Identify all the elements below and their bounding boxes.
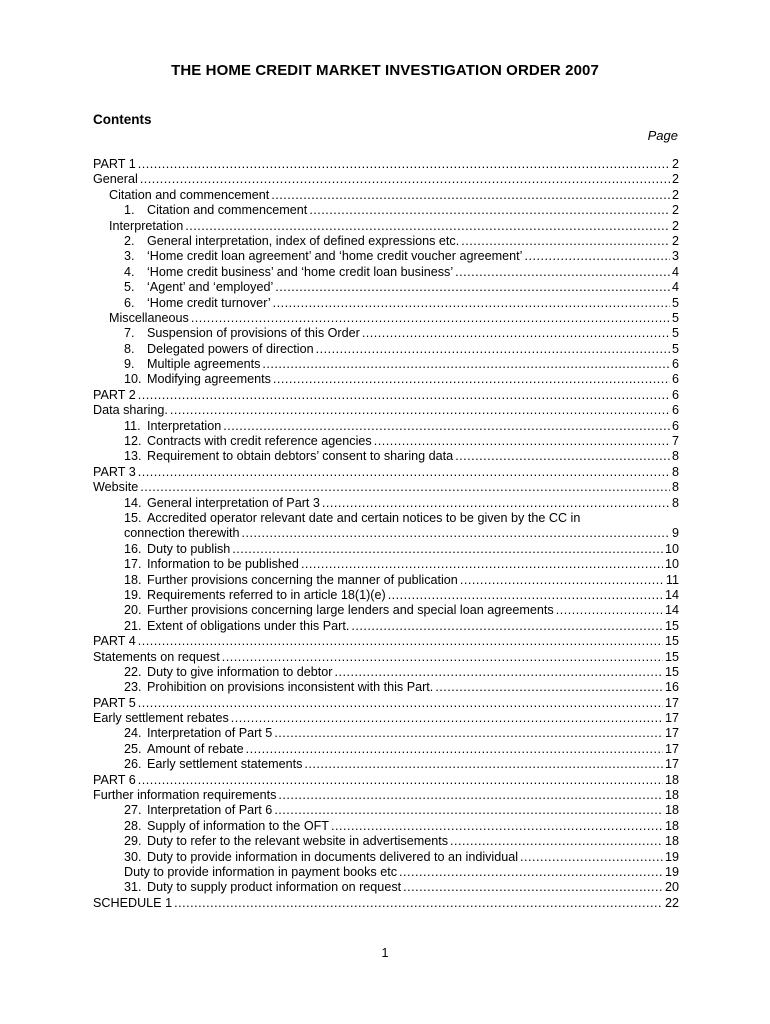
toc-entry[interactable] [93,296,679,311]
toc-entry-page: 7 [671,434,679,449]
toc-entry-page: 22 [664,895,679,910]
toc-entry-text [124,434,372,449]
toc-leader-dots [322,496,670,511]
toc-leader-dots [242,526,670,541]
contents-heading: Contents [93,112,152,127]
toc-entry-number: 24. [124,726,142,741]
toc-entry-label: PART 6 [93,772,136,787]
toc-entry[interactable] [93,465,679,480]
toc-entry-text [124,234,459,249]
toc-entry[interactable] [93,434,679,449]
toc-entry-number: 9. [124,357,135,372]
toc-leader-dots [309,203,670,218]
toc-entry-number: 23. [124,680,142,695]
toc-entry-page: 5 [671,326,679,341]
toc-entry-page: 18 [664,818,679,833]
toc-entry[interactable] [93,896,679,911]
toc-entry[interactable] [93,419,679,434]
toc-entry-label: Interpretation of Part 5 [147,726,273,741]
toc-entry-page: 18 [664,788,679,803]
toc-entry-label: Further provisions concerning large lenders and special loan agreements [147,603,554,618]
toc-entry[interactable] [93,680,679,695]
toc-entry[interactable] [93,249,679,264]
toc-leader-dots [232,542,663,557]
toc-entry-page: 16 [664,680,679,695]
toc-entry[interactable] [93,819,679,834]
toc-entry-text [124,419,221,434]
toc-entry-page: 17 [664,741,679,756]
toc-entry-page: 6 [671,387,679,402]
toc-entry-text [124,726,272,741]
toc-leader-dots [273,296,670,311]
toc-entry[interactable] [93,157,679,172]
toc-entry-label: Citation and commencement [109,187,270,202]
toc-entry[interactable] [93,357,679,372]
toc-entry-label: Duty to refer to the relevant website in advertisements [147,834,448,849]
toc-entry-number: 31. [124,880,142,895]
toc-entry-number: 3. [124,249,135,264]
toc-leader-dots [138,773,663,788]
toc-entry[interactable] [93,480,679,495]
toc-entry-page: 14 [664,587,679,602]
toc-entry-text [124,880,401,895]
toc-leader-dots [403,880,663,895]
toc-entry-text [124,357,260,372]
toc-entry-page: 19 [664,864,679,879]
toc-entry-label: Supply of information to the OFT [147,818,329,833]
toc-entry-label: PART 3 [93,464,136,479]
toc-entry-number: 27. [124,803,142,818]
toc-entry-text [124,280,273,295]
toc-entry-number: 18. [124,572,142,587]
toc-entry-label: PART 4 [93,634,136,649]
toc-entry-text [124,342,314,357]
toc-entry[interactable] [93,496,679,511]
toc-entry-label: General interpretation, index of defined expressions etc. [147,233,460,248]
toc-entry-number: 29. [124,834,142,849]
toc-entry[interactable] [93,219,679,234]
toc-entry[interactable] [93,588,679,603]
toc-entry-label: PART 2 [93,387,136,402]
toc-leader-dots [275,280,670,295]
toc-entry-label: Website [93,480,139,495]
toc-entry-page: 2 [671,187,679,202]
toc-entry-label: Duty to supply product information on request [147,880,402,895]
toc-leader-dots [185,219,670,234]
toc-entry[interactable] [93,742,679,757]
toc-leader-dots [223,419,670,434]
toc-entry-page: 11 [665,572,679,587]
toc-entry-text [124,757,302,772]
page-number: 1 [381,946,389,960]
toc-leader-dots [140,172,670,187]
toc-entry-page: 20 [664,880,679,895]
toc-entry-page: 9 [671,526,679,541]
toc-entry-number: 15. [124,510,142,525]
toc-entry-page: 4 [671,280,679,295]
toc-entry-page: 5 [671,341,679,356]
toc-entry-label: Prohibition on provisions inconsistent with this Part. [147,680,434,695]
toc-leader-dots [138,157,670,172]
toc-entry-label: PART 1 [93,157,136,171]
toc-entry-text [124,557,299,572]
toc-leader-dots [174,896,663,911]
toc-entry-number: 8. [124,341,135,356]
toc-entry[interactable] [93,372,679,387]
toc-entry-text [124,680,433,695]
toc-entry-page: 15 [664,649,679,664]
toc-entry-page: 6 [671,418,679,433]
toc-entry-number: 13. [124,449,142,464]
toc-entry-label: General interpretation of Part 3 [147,495,320,510]
toc-entry-page: 6 [671,372,679,387]
toc-leader-dots [246,742,663,757]
toc-entry-page: 3 [671,249,679,264]
toc-entry-page: 18 [664,803,679,818]
toc-entry[interactable] [93,650,679,665]
toc-leader-dots [461,234,670,249]
toc-entry-number: 1. [124,203,135,218]
toc-entry[interactable] [93,865,679,880]
toc-leader-dots [450,834,663,849]
toc-entry-label: Early settlement statements [147,757,303,772]
toc-entry-text [124,573,458,588]
toc-leader-dots [273,372,670,387]
toc-entry[interactable] [93,449,679,464]
toc-entry[interactable] [93,311,679,326]
toc-leader-dots [388,588,663,603]
toc-leader-dots [140,480,670,495]
toc-entry-label: Requirement to obtain debtors’ consent to sharing data [147,449,454,464]
toc-entry[interactable] [93,342,679,357]
toc-leader-dots [351,619,663,634]
toc-entry-number: 12. [124,434,142,449]
toc-leader-dots [435,680,663,695]
toc-entry-label: Duty to provide information in documents delivered to an individual [147,849,519,864]
toc-entry-text [124,819,329,834]
toc-entry-label: Suspension of provisions of this Order [147,326,360,341]
toc-entry[interactable] [93,557,679,572]
toc-entry-page: 14 [664,603,679,618]
toc-entry-text [124,496,320,511]
toc-entry[interactable] [93,234,679,249]
toc-entry-page: 15 [664,634,679,649]
toc-entry-text [124,203,307,218]
toc-entry-text [124,449,453,464]
toc-entry-label: connection therewith [124,526,240,541]
toc-leader-dots [274,726,663,741]
toc-leader-dots [138,388,670,403]
toc-entry[interactable] [93,711,679,726]
table-of-contents [93,157,679,911]
toc-entry-label: SCHEDULE 1 [93,895,173,910]
toc-entry-text [124,296,271,311]
toc-entry-label: ‘Agent’ and ‘employed’ [147,280,274,295]
toc-entry-text [124,588,386,603]
toc-entry-page: 6 [671,357,679,372]
toc-leader-dots [455,449,670,464]
toc-entry-number: 7. [124,326,135,341]
toc-entry-number: 4. [124,264,135,279]
toc-entry-text [124,619,349,634]
toc-entry[interactable] [93,511,679,526]
toc-entry-page: 8 [671,464,679,479]
toc-entry-label: PART 5 [93,695,136,710]
toc-entry-label: Duty to provide information in payment books etc [124,864,398,879]
toc-leader-dots [278,788,663,803]
toc-entry[interactable] [93,203,679,218]
toc-leader-dots [274,803,663,818]
toc-entry-page: 8 [671,495,679,510]
toc-entry-label: Contracts with credit reference agencies [147,434,372,449]
toc-leader-dots [556,603,663,618]
toc-entry[interactable] [93,850,679,865]
toc-leader-dots [399,865,663,880]
toc-entry-number: 5. [124,280,135,295]
toc-entry-number: 2. [124,233,135,248]
toc-leader-dots [331,819,663,834]
toc-entry-label: Duty to publish [147,541,231,556]
toc-entry-label: Information to be published [147,557,299,572]
toc-entry-page: 2 [671,172,679,187]
toc-entry-number: 26. [124,757,142,772]
toc-entry-number: 20. [124,603,142,618]
toc-leader-dots [191,311,670,326]
page-column-label: Page [647,128,678,143]
toc-entry-number: 10. [124,372,142,387]
toc-leader-dots [524,249,670,264]
toc-entry[interactable] [93,788,679,803]
toc-entry[interactable] [93,388,679,403]
toc-entry-label: Extent of obligations under this Part. [147,618,350,633]
toc-entry-text [124,265,453,280]
toc-entry-label: ‘Home credit loan agreement’ and ‘home credit voucher agreement’ [147,249,523,264]
toc-leader-dots [170,403,670,418]
toc-entry-page: 17 [664,695,679,710]
toc-entry-page: 15 [664,618,679,633]
toc-leader-dots [222,650,663,665]
toc-leader-dots [138,465,670,480]
toc-leader-dots [138,696,663,711]
toc-entry[interactable] [93,803,679,818]
toc-entry-page: 15 [664,664,679,679]
toc-leader-dots [362,326,670,341]
toc-entry-label: Further provisions concerning the manner of publication [147,572,458,587]
toc-entry-text [124,834,448,849]
document-title: THE HOME CREDIT MARKET INVESTIGATION ORDER 2007 [171,62,599,79]
toc-entry[interactable] [93,773,679,788]
toc-entry-page: 5 [671,310,679,325]
toc-entry-label: ‘Home credit business’ and ‘home credit loan business’ [147,264,454,279]
toc-entry[interactable] [93,880,679,895]
toc-entry-page: 17 [664,711,679,726]
toc-entry-label: General [93,172,138,187]
toc-leader-dots [455,265,670,280]
toc-entry-label: Interpretation [109,218,184,233]
toc-leader-dots [460,573,664,588]
toc-entry-page: 2 [671,157,679,171]
toc-entry-label: Interpretation of Part 6 [147,803,273,818]
toc-leader-dots [271,188,670,203]
toc-entry-page: 18 [664,772,679,787]
toc-entry[interactable] [93,526,679,541]
toc-entry[interactable] [93,665,679,680]
toc-leader-dots [335,665,663,680]
toc-entry[interactable] [93,188,679,203]
toc-entry-page: 17 [664,757,679,772]
toc-entry-page: 8 [671,480,679,495]
toc-entry-number: 21. [124,618,142,633]
toc-entry-page: 2 [671,233,679,248]
toc-entry-label: Early settlement rebates [93,711,229,726]
toc-entry-number: 14. [124,495,142,510]
toc-entry-number: 22. [124,664,142,679]
toc-entry[interactable] [93,619,679,634]
toc-entry-page: 18 [664,834,679,849]
toc-entry[interactable] [93,265,679,280]
toc-entry-page: 6 [671,403,679,418]
toc-entry-label: Requirements referred to in article 18(1)(e) [147,587,386,602]
toc-entry-label: Modifying agreements [147,372,271,387]
toc-entry-label: Multiple agreements [147,357,261,372]
toc-entry[interactable] [93,573,679,588]
toc-entry-text [124,249,522,264]
toc-leader-dots [262,357,670,372]
toc-leader-dots [231,711,663,726]
toc-entry-text [124,742,244,757]
toc-entry-page: 2 [671,203,679,218]
toc-entry-text [124,542,230,557]
toc-entry-number: 17. [124,557,142,572]
toc-entry-text [124,326,360,341]
toc-entry[interactable] [93,696,679,711]
toc-entry-text [124,372,271,387]
toc-entry-number: 25. [124,741,142,756]
toc-entry[interactable] [93,834,679,849]
toc-entry-label: Duty to give information to debtor [147,664,333,679]
toc-entry-page: 19 [664,849,679,864]
toc-entry-page: 5 [671,295,679,310]
toc-entry[interactable] [93,280,679,295]
toc-entry-label: Statements on request [93,649,220,664]
toc-entry[interactable] [93,172,679,187]
toc-leader-dots [520,850,663,865]
toc-entry[interactable] [93,542,679,557]
toc-entry-page: 8 [671,449,679,464]
toc-leader-dots [374,434,670,449]
toc-entry-number: 28. [124,818,142,833]
toc-entry[interactable] [93,634,679,649]
toc-entry-page: 4 [671,264,679,279]
toc-entry-label: Citation and commencement [147,203,308,218]
toc-entry-label: Amount of rebate [147,741,244,756]
toc-entry-text [124,665,333,680]
toc-entry-label: Miscellaneous [109,310,189,325]
toc-leader-dots [316,342,670,357]
toc-entry[interactable] [93,757,679,772]
toc-entry-label: Accredited operator relevant date and certain notices to be given by the CC in [147,510,581,525]
toc-entry-page: 10 [664,557,679,572]
toc-leader-dots [304,757,663,772]
toc-entry-text [124,850,518,865]
toc-entry-number: 6. [124,295,135,310]
toc-leader-dots [138,634,663,649]
toc-leader-dots [301,557,663,572]
toc-entry-number: 19. [124,587,142,602]
toc-entry-page: 2 [671,218,679,233]
toc-entry[interactable] [93,603,679,618]
toc-entry-label: ‘Home credit turnover’ [147,295,271,310]
toc-entry-label: Further information requirements [93,788,277,803]
toc-entry-label: Data sharing. [93,403,168,418]
toc-entry-page: 10 [664,541,679,556]
toc-entry-page: 17 [664,726,679,741]
toc-entry-text [124,803,272,818]
toc-entry-number: 30. [124,849,142,864]
toc-entry[interactable] [93,726,679,741]
toc-entry-label: Delegated powers of direction [147,341,314,356]
toc-entry-label: Interpretation [147,418,222,433]
toc-entry[interactable] [93,403,679,418]
toc-entry-number: 11. [124,418,141,433]
toc-entry[interactable] [93,326,679,341]
toc-entry-number: 16. [124,541,142,556]
toc-entry-text [124,603,554,618]
